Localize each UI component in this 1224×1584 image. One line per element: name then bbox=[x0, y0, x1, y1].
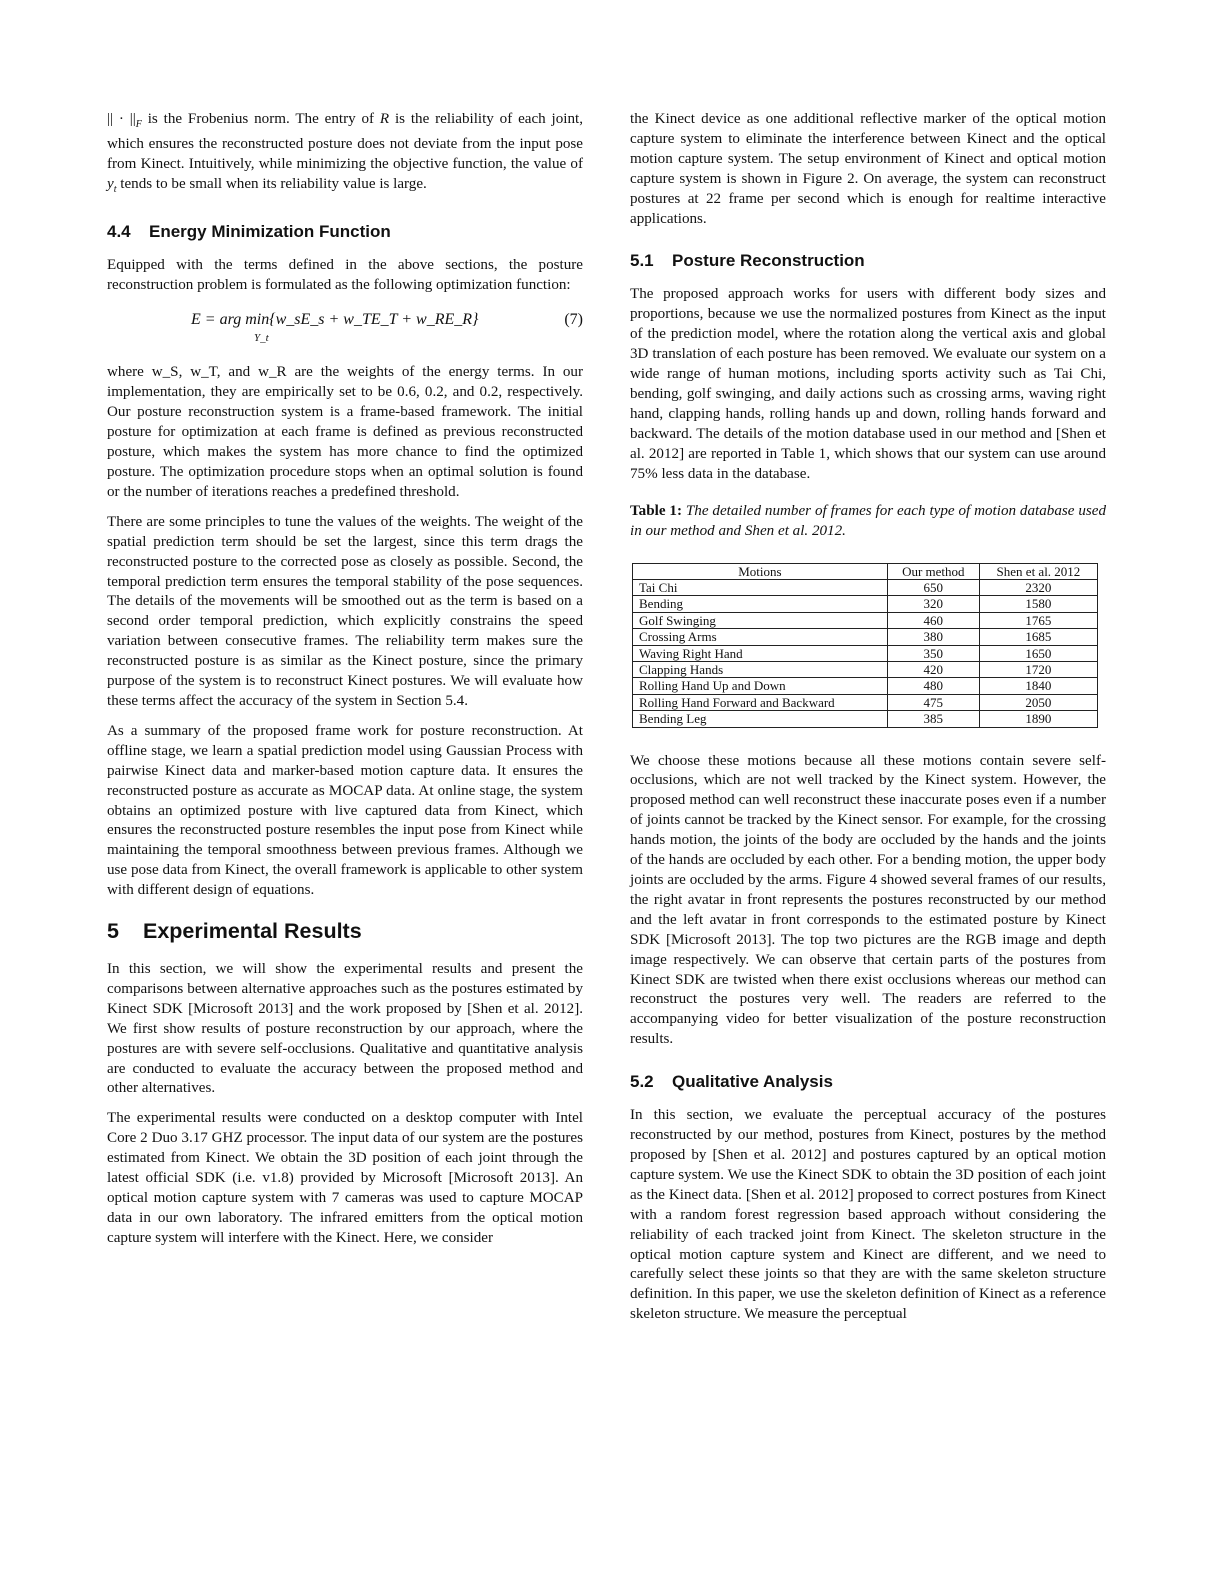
paragraph-choose-motions: We choose these motions because all these motions contain severe self-occlusions, which are not well tracked by the Kinect system. However, the proposed method can well reconstruct these inaccurate poses even if a number of joints cannot be tracked by the Kinect sensor. For example, for the crossing hands motion, the joints of the body are occluded by the hands and the joints of the hands are occluded by each other. For a bending motion, the upper body joints are occluded by the arms. Figure 4 showed several frames of our results, the right avatar in front represents the postures reconstructed by our method and the left avatar in front corresponds to the estimated posture by Kinect SDK [Microsoft 2013]. The top two pictures are the RGB image and depth image respectively. We can observe that certain parts of the postures from Kinect SDK are twisted when there exist occlusions whereas our method can reconstruct the postures very well. The readers are referred to the accompanying video for better visualization of the posture reconstruction results. bbox=[630, 752, 1106, 1048]
table-header-row bbox=[633, 563, 1098, 579]
paragraph-posture-reconstruction: The proposed approach works for users with different body sizes and proportions, because we use the normalized postures from Kinect as the input of the prediction model, where the rotation along the vertical axis and global 3D translation of each posture has been removed. We evaluate our system on a wide range of human motions, including sports activity such as Tai Chi, bending, golf swinging, and daily actions such as crossing arms, waving right hand, clapping hands, rolling hands up and down, rolling hands forward and backward. The details of the motion database used in our method and [Shen et al. 2012] are reported in Table 1, which shows that our system can use around 75% less data in the database. bbox=[630, 286, 1106, 482]
paragraph-where-weights: where w_S, w_T, and w_R are the weights of the energy terms. In our implementation, they are empirically set to be 0.6, 0.2, and 0.2, respectively. Our posture reconstruction system is a frame-based framework. The initial posture for optimization at each frame is defined as previous reconstructed posture, which makes the system has more chance to find the optimized posture. The optimization procedure stops when an optimal solution is found or the number of iterations reaches a predefined threshold. bbox=[107, 364, 583, 500]
table-cell-shen: 1840 bbox=[979, 678, 1097, 694]
table-row bbox=[633, 678, 1098, 694]
paragraph-frobenius: || · $||_F$ is the Frobenius norm. The entry of R is the reliability of each joint, which ensures the reconstructed posture does not deviate from the input pose from Kinect. Intuitively, while minimizing the objective function, the value of $y_t$ tends to be small when its reliability value is large. bbox=[107, 111, 583, 195]
table-cell-shen: 1580 bbox=[979, 596, 1097, 612]
left-column bbox=[107, 110, 583, 1249]
paragraph-qualitative: In this section, we evaluate the perceptual accuracy of the postures reconstructed by our method, postures from Kinect, postures by the method proposed by [Shen et al. 2012] and postures captured by an optical motion capture system. We use the Kinect SDK to obtain the 3D position of each joint as the Kinect data. [Shen et al. 2012] proposed to correct postures from Kinect with a random forest regression based approach without considering the reliability of each tracked joint from Kinect. The skeleton structure in the optical motion capture system and Kinect are different, and we need to carefully select these joints so that they are with the same skeleton structure definition. In this paper, we use the skeleton definition of Kinect as a reference skeleton structure. We measure the perceptual bbox=[630, 1107, 1106, 1323]
table-cell-shen: 1765 bbox=[979, 612, 1097, 628]
table-cell-shen: 1650 bbox=[979, 645, 1097, 661]
table-cell-shen: 2050 bbox=[979, 694, 1097, 710]
equation-7 bbox=[107, 303, 583, 357]
table-cell-motion: Golf Swinging bbox=[633, 612, 888, 628]
right-column bbox=[630, 110, 1106, 1325]
section-heading-5-1: 5.1 Posture Reconstruction bbox=[630, 251, 865, 271]
table-cell-motion: Tai Chi bbox=[633, 579, 888, 595]
table-cell-ours: 475 bbox=[887, 694, 979, 710]
paragraph-kinect-marker: the Kinect device as one additional reflective marker of the optical motion capture system to eliminate the interference between Kinect and the optical motion capture system. The setup environment of Kinect and optical motion capture system is shown in Figure 2. On average, the system can reconstruct postures at 22 frame per second which is enough for realtime interactive applications. bbox=[630, 111, 1106, 227]
motion-frames-table bbox=[632, 563, 1098, 728]
table-cell-shen: 1685 bbox=[979, 629, 1097, 645]
table-cell-shen: 1890 bbox=[979, 711, 1097, 727]
paragraph-principles: There are some principles to tune the values of the weights. The weight of the spatial prediction term should be set the largest, since this term drags the reconstructed posture to the corrected pose as closely as possible. Second, the temporal prediction term ensures the temporal stability of the pose sequences. The details of the movements will be smoothed out as the term is based on a second order temporal prediction, which explicitly constrains the speed variation between consecutive frames. The reliability term makes sure the reconstructed posture is as similar as the Kinect posture, since the primary purpose of the system is to reconstruct Kinect postures. We will evaluate how these terms affect the accuracy of the system in Section 5.4. bbox=[107, 513, 583, 709]
equation-number: (7) bbox=[564, 311, 583, 329]
table-header-cell: Shen et al. 2012 bbox=[979, 563, 1097, 579]
table-cell-motion: Waving Right Hand bbox=[633, 645, 888, 661]
table-row bbox=[633, 596, 1098, 612]
table-cell-ours: 350 bbox=[887, 645, 979, 661]
table-row bbox=[633, 661, 1098, 677]
section-heading-5-2: 5.2 Qualitative Analysis bbox=[630, 1072, 833, 1092]
table-cell-ours: 420 bbox=[887, 661, 979, 677]
equation-body: E = arg min{w_sE_s + w_TE_T + w_RE_R} bbox=[191, 311, 479, 329]
table-cell-motion: Bending Leg bbox=[633, 711, 888, 727]
table-cell-motion: Crossing Arms bbox=[633, 629, 888, 645]
paragraph-experimental-intro: In this section, we will show the experimental results and present the comparisons between alternative approaches such as the postures estimated by Kinect SDK [Microsoft 2013] and the work proposed by [Shen et al. 2012]. We first show results of posture reconstruction by our approach, where the postures are with severe self-occlusions. Qualitative and quantitative analysis are conducted to evaluate the accuracy between the proposed method and other alternatives. bbox=[107, 961, 583, 1097]
table-row bbox=[633, 645, 1098, 661]
table-cell-ours: 385 bbox=[887, 711, 979, 727]
table-cell-ours: 480 bbox=[887, 678, 979, 694]
table-cell-shen: 2320 bbox=[979, 579, 1097, 595]
table-row bbox=[633, 629, 1098, 645]
table-row bbox=[633, 579, 1098, 595]
table-cell-motion: Bending bbox=[633, 596, 888, 612]
paragraph-summary: As a summary of the proposed frame work for posture reconstruction. At offline stage, we learn a spatial prediction model using Gaussian Process with pairwise Kinect data and marker-based motion capture data. It ensures the reconstructed posture as accurate as MOCAP data. At online stage, the system obtains an optimized posture with live captured data from Kinect, which ensures the reconstructed posture resembles the input pose from Kinect while maintaining the temporal smoothness between previous frames. Although we use pose data from Kinect, the overall framework is applicable to other system with different design of equations. bbox=[107, 722, 583, 899]
table-row bbox=[633, 694, 1098, 710]
table-cell-ours: 320 bbox=[887, 596, 979, 612]
table-cell-ours: 650 bbox=[887, 579, 979, 595]
table-row bbox=[633, 612, 1098, 628]
table-row bbox=[633, 711, 1098, 727]
table-caption: Table 1: The detailed number of frames for each type of motion database used in our method and Shen et al. 2012. bbox=[630, 502, 1106, 539]
table-header-cell: Motions bbox=[633, 563, 888, 579]
paragraph-setup: The experimental results were conducted on a desktop computer with Intel Core 2 Duo 3.17 GHZ processor. The input data of our system are the postures estimated from Kinect. We obtain the 3D position of each joint through the latest official SDK (i.e. v1.8) provided by Microsoft [Microsoft 2013]. An optical motion capture system with 7 cameras was used to capture MOCAP data in our own laboratory. The infrared emitters from the optical motion capture system will interfere with the Kinect. Here, we consider bbox=[107, 1110, 583, 1246]
table-cell-motion: Rolling Hand Forward and Backward bbox=[633, 694, 888, 710]
paragraph-equipped: Equipped with the terms defined in the above sections, the posture reconstruction problem is formulated as the following optimization function: bbox=[107, 256, 583, 293]
table-cell-motion: Clapping Hands bbox=[633, 661, 888, 677]
table-cell-ours: 380 bbox=[887, 629, 979, 645]
table-cell-motion: Rolling Hand Up and Down bbox=[633, 678, 888, 694]
table-cell-ours: 460 bbox=[887, 612, 979, 628]
section-heading-5: 5 Experimental Results bbox=[107, 919, 362, 944]
section-heading-4-4: 4.4 Energy Minimization Function bbox=[107, 221, 391, 241]
table-header-cell: Our method bbox=[887, 563, 979, 579]
equation-argmin-subscript: Y_t bbox=[254, 332, 269, 345]
table-cell-shen: 1720 bbox=[979, 661, 1097, 677]
